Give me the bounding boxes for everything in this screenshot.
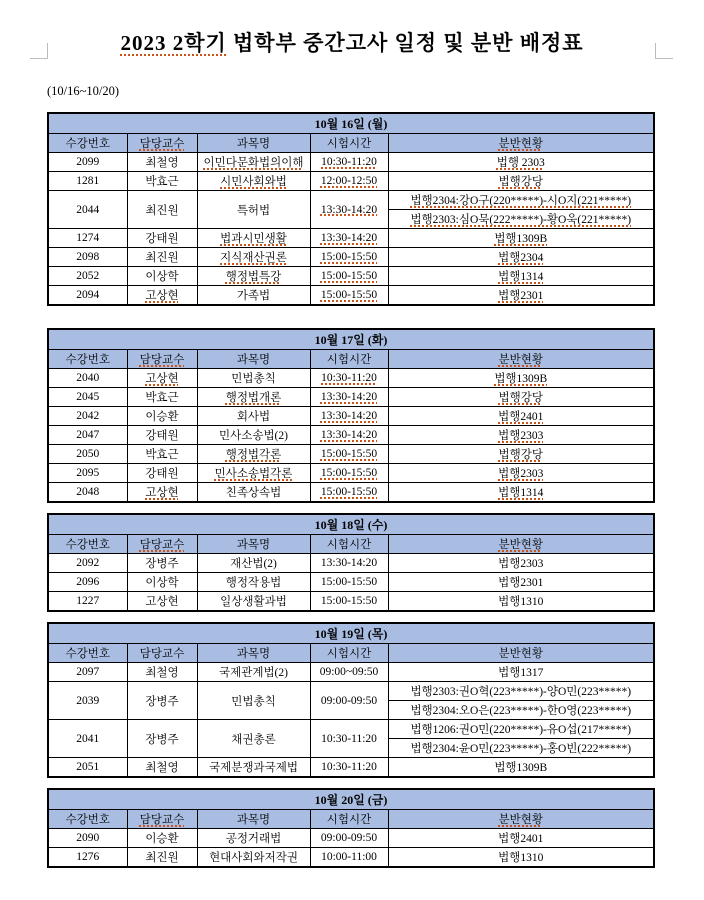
- table-row: [48, 172, 654, 191]
- cell-code: 2041: [48, 720, 127, 758]
- column-header-row: [48, 644, 654, 663]
- cell-room: 법행2401: [388, 407, 654, 426]
- col-header-room: 분반현황: [388, 644, 654, 663]
- cell-time: 13:30-14:20: [310, 407, 388, 426]
- cell-professor: 고상현: [127, 369, 197, 388]
- cell-room-group-1: 법행1206:권O민(220*****)-유O섭(217*****): [388, 720, 654, 739]
- cell-professor: 강태원: [127, 229, 197, 248]
- col-header-subject: 과목명: [197, 535, 310, 554]
- cell-code: 1227: [48, 592, 127, 612]
- cell-code: 2047: [48, 426, 127, 445]
- col-header-subject: 과목명: [197, 134, 310, 153]
- cell-room: 법행1309B: [388, 369, 654, 388]
- table-row: [48, 829, 654, 848]
- cell-subject: 행정작용법: [197, 573, 310, 592]
- day-header-row: [48, 789, 654, 810]
- schedule-table-thursday: [47, 622, 655, 778]
- table-row: [48, 848, 654, 868]
- col-header-professor: 담당교수: [127, 644, 197, 663]
- column-header-row: [48, 134, 654, 153]
- table-row: [48, 153, 654, 172]
- cell-professor: 이상학: [127, 267, 197, 286]
- day-header: 10월 16일 (월): [48, 113, 654, 134]
- cell-time: 15:00-15:50: [310, 267, 388, 286]
- cell-professor: 이상학: [127, 573, 197, 592]
- cell-professor: 최진원: [127, 848, 197, 868]
- cell-subject: 현대사회와저작권: [197, 848, 310, 868]
- cell-code: 1281: [48, 172, 127, 191]
- cell-professor: 박효근: [127, 388, 197, 407]
- cell-time: 13:30-14:20: [310, 388, 388, 407]
- cell-code: 2095: [48, 464, 127, 483]
- table-row: [48, 464, 654, 483]
- cell-time: 15:00-15:50: [310, 573, 388, 592]
- cell-code: 2052: [48, 267, 127, 286]
- column-header-row: [48, 810, 654, 829]
- cell-time: 09:00-09:50: [310, 682, 388, 720]
- column-header-row: [48, 350, 654, 369]
- table-row: [48, 720, 654, 739]
- table-row: [48, 573, 654, 592]
- cell-room: 법행2303: [388, 554, 654, 573]
- col-header-code: 수강번호: [48, 350, 127, 369]
- cell-subject: 행정법특강: [197, 267, 310, 286]
- table-row: [48, 388, 654, 407]
- col-header-time: 시험시간: [310, 644, 388, 663]
- cell-professor: 이승환: [127, 829, 197, 848]
- cell-time: 09:00-09:50: [310, 829, 388, 848]
- cell-room: 법행2301: [388, 286, 654, 306]
- cell-room: 법행1309B: [388, 758, 654, 778]
- col-header-subject: 과목명: [197, 350, 310, 369]
- cell-professor: 장병주: [127, 720, 197, 758]
- document-page: [0, 27, 704, 900]
- date-range: (10/16~10/20): [47, 84, 120, 98]
- cell-room: 법행2304: [388, 248, 654, 267]
- cell-room: 법행2303: [388, 464, 654, 483]
- cell-professor: 강태원: [127, 426, 197, 445]
- cell-subject: 국제분쟁과국제법: [197, 758, 310, 778]
- table-row: [48, 267, 654, 286]
- schedule-table-monday: [47, 112, 655, 306]
- cell-subject: 이민다문화법의이해: [197, 153, 310, 172]
- column-header-row: [48, 535, 654, 554]
- table-row: [48, 758, 654, 778]
- col-header-professor: 담당교수: [127, 810, 197, 829]
- cell-subject: 국제관계법(2): [197, 663, 310, 682]
- cell-subject: 법과시민생활: [197, 229, 310, 248]
- page-title: [0, 27, 704, 57]
- cell-code: 2050: [48, 445, 127, 464]
- cell-room: 법행2303: [388, 426, 654, 445]
- cell-subject: 채권총론: [197, 720, 310, 758]
- col-header-room: 분반현황: [388, 535, 654, 554]
- table-row: [48, 445, 654, 464]
- col-header-code: 수강번호: [48, 810, 127, 829]
- cell-room-group-2: 법행2304:윤O민(223*****)-홍O빈(222*****): [388, 739, 654, 758]
- cell-professor: 최철영: [127, 663, 197, 682]
- cell-time: 09:00~09:50: [310, 663, 388, 682]
- cell-time: 15:00-15:50: [310, 286, 388, 306]
- cell-code: 2051: [48, 758, 127, 778]
- cell-code: 2099: [48, 153, 127, 172]
- schedule-table-friday: [47, 788, 655, 868]
- margin-mark-top-left: [30, 43, 48, 59]
- cell-room-group-2: 법행2304:오O은(223*****)-한O영(223*****): [388, 701, 654, 720]
- table-row: [48, 682, 654, 701]
- cell-room: 법행1314: [388, 267, 654, 286]
- cell-subject: 가족법: [197, 286, 310, 306]
- cell-code: 2094: [48, 286, 127, 306]
- col-header-subject: 과목명: [197, 644, 310, 663]
- cell-professor: 최철영: [127, 153, 197, 172]
- table-row: [48, 369, 654, 388]
- cell-room: 법행 2303: [388, 153, 654, 172]
- cell-time: 10:30-11:20: [310, 758, 388, 778]
- schedule-table-wednesday: [47, 513, 655, 612]
- cell-professor: 고상현: [127, 483, 197, 503]
- cell-time: 15:00-15:50: [310, 445, 388, 464]
- cell-room: 법행1310: [388, 592, 654, 612]
- schedule-tables: [47, 112, 653, 868]
- col-header-professor: 담당교수: [127, 535, 197, 554]
- cell-subject: 공정거래법: [197, 829, 310, 848]
- day-header-row: [48, 514, 654, 535]
- cell-code: 2044: [48, 191, 127, 229]
- cell-professor: 이승환: [127, 407, 197, 426]
- cell-room: 법행1310: [388, 848, 654, 868]
- day-header-row: [48, 329, 654, 350]
- cell-professor: 고상현: [127, 286, 197, 306]
- cell-room: 법행2401: [388, 829, 654, 848]
- col-header-time: 시험시간: [310, 810, 388, 829]
- cell-room-group-2: 법행2303:심O묵(222*****)-황O욱(221*****): [388, 210, 654, 229]
- cell-code: 1274: [48, 229, 127, 248]
- cell-time: 13:30-14:20: [310, 229, 388, 248]
- page-title-semester: 2023 2학기: [120, 31, 227, 55]
- cell-subject: 지식재산권론: [197, 248, 310, 267]
- cell-time: 15:00-15:50: [310, 592, 388, 612]
- table-row: [48, 592, 654, 612]
- cell-room: 법행강당: [388, 172, 654, 191]
- cell-time: 10:00-11:00: [310, 848, 388, 868]
- cell-professor: 장병주: [127, 554, 197, 573]
- cell-subject: 민사소송법각론: [197, 464, 310, 483]
- col-header-time: 시험시간: [310, 535, 388, 554]
- cell-room: 법행2301: [388, 573, 654, 592]
- cell-room: 법행1314: [388, 483, 654, 503]
- cell-professor: 박효근: [127, 172, 197, 191]
- col-header-room: 분반현황: [388, 350, 654, 369]
- col-header-time: 시험시간: [310, 350, 388, 369]
- cell-room: 법행1317: [388, 663, 654, 682]
- cell-subject: 친족상속법: [197, 483, 310, 503]
- cell-subject: 재산법(2): [197, 554, 310, 573]
- col-header-subject: 과목명: [197, 810, 310, 829]
- day-header: 10월 18일 (수): [48, 514, 654, 535]
- cell-code: 2092: [48, 554, 127, 573]
- col-header-code: 수강번호: [48, 134, 127, 153]
- cell-time: 12:00-12:50: [310, 172, 388, 191]
- cell-code: 2048: [48, 483, 127, 503]
- col-header-professor: 담당교수: [127, 134, 197, 153]
- cell-code: 2040: [48, 369, 127, 388]
- cell-time: 13:30-14:20: [310, 191, 388, 229]
- cell-professor: 최진원: [127, 191, 197, 229]
- table-row: [48, 483, 654, 503]
- col-header-code: 수강번호: [48, 644, 127, 663]
- day-header: 10월 17일 (화): [48, 329, 654, 350]
- table-row: [48, 286, 654, 306]
- cell-subject: 민사소송법(2): [197, 426, 310, 445]
- cell-time: 15:00-15:50: [310, 483, 388, 503]
- cell-professor: 최진원: [127, 248, 197, 267]
- col-header-professor: 담당교수: [127, 350, 197, 369]
- table-row: [48, 248, 654, 267]
- col-header-code: 수강번호: [48, 535, 127, 554]
- col-header-room: 분반현황: [388, 134, 654, 153]
- day-header: 10월 20일 (금): [48, 789, 654, 810]
- table-row: [48, 554, 654, 573]
- cell-subject: 행정법개론: [197, 388, 310, 407]
- cell-time: 10:30-11:20: [310, 153, 388, 172]
- table-row: [48, 229, 654, 248]
- cell-room-group-1: 법행2304:강O구(220*****)-시O지(221*****): [388, 191, 654, 210]
- cell-code: 2045: [48, 388, 127, 407]
- col-header-room: 분반현황: [388, 810, 654, 829]
- day-header-row: [48, 623, 654, 644]
- cell-room: 법행강당: [388, 388, 654, 407]
- cell-room: 법행강당: [388, 445, 654, 464]
- day-header-row: [48, 113, 654, 134]
- cell-professor: 박효근: [127, 445, 197, 464]
- table-row: [48, 663, 654, 682]
- table-row: [48, 191, 654, 210]
- cell-time: 10:30-11:20: [310, 720, 388, 758]
- cell-subject: 일상생활과법: [197, 592, 310, 612]
- cell-code: 2042: [48, 407, 127, 426]
- cell-subject: 민법총칙: [197, 369, 310, 388]
- cell-professor: 고상현: [127, 592, 197, 612]
- table-row: [48, 426, 654, 445]
- cell-code: 2098: [48, 248, 127, 267]
- cell-professor: 장병주: [127, 682, 197, 720]
- day-header: 10월 19일 (목): [48, 623, 654, 644]
- cell-code: 2097: [48, 663, 127, 682]
- cell-time: 10:30-11:20: [310, 369, 388, 388]
- page-title-rest: 법학부 중간고사 일정 및 분반 배정표: [226, 31, 584, 55]
- cell-time: 15:00-15:50: [310, 464, 388, 483]
- cell-professor: 강태원: [127, 464, 197, 483]
- cell-code: 1276: [48, 848, 127, 868]
- margin-mark-top-right: [655, 43, 673, 59]
- table-row: [48, 407, 654, 426]
- cell-subject: 행정법각론: [197, 445, 310, 464]
- cell-code: 2090: [48, 829, 127, 848]
- cell-professor: 최철영: [127, 758, 197, 778]
- col-header-time: 시험시간: [310, 134, 388, 153]
- cell-time: 15:00-15:50: [310, 248, 388, 267]
- cell-room: 법행1309B: [388, 229, 654, 248]
- schedule-table-tuesday: [47, 328, 655, 503]
- cell-room-group-1: 법행2303:권O혁(223*****)-양O민(223*****): [388, 682, 654, 701]
- cell-subject: 민법총칙: [197, 682, 310, 720]
- cell-code: 2096: [48, 573, 127, 592]
- cell-time: 13:30-14:20: [310, 554, 388, 573]
- cell-code: 2039: [48, 682, 127, 720]
- cell-subject: 회사법: [197, 407, 310, 426]
- cell-subject: 시민사회와법: [197, 172, 310, 191]
- cell-time: 13:30-14:20: [310, 426, 388, 445]
- cell-subject: 특허법: [197, 191, 310, 229]
